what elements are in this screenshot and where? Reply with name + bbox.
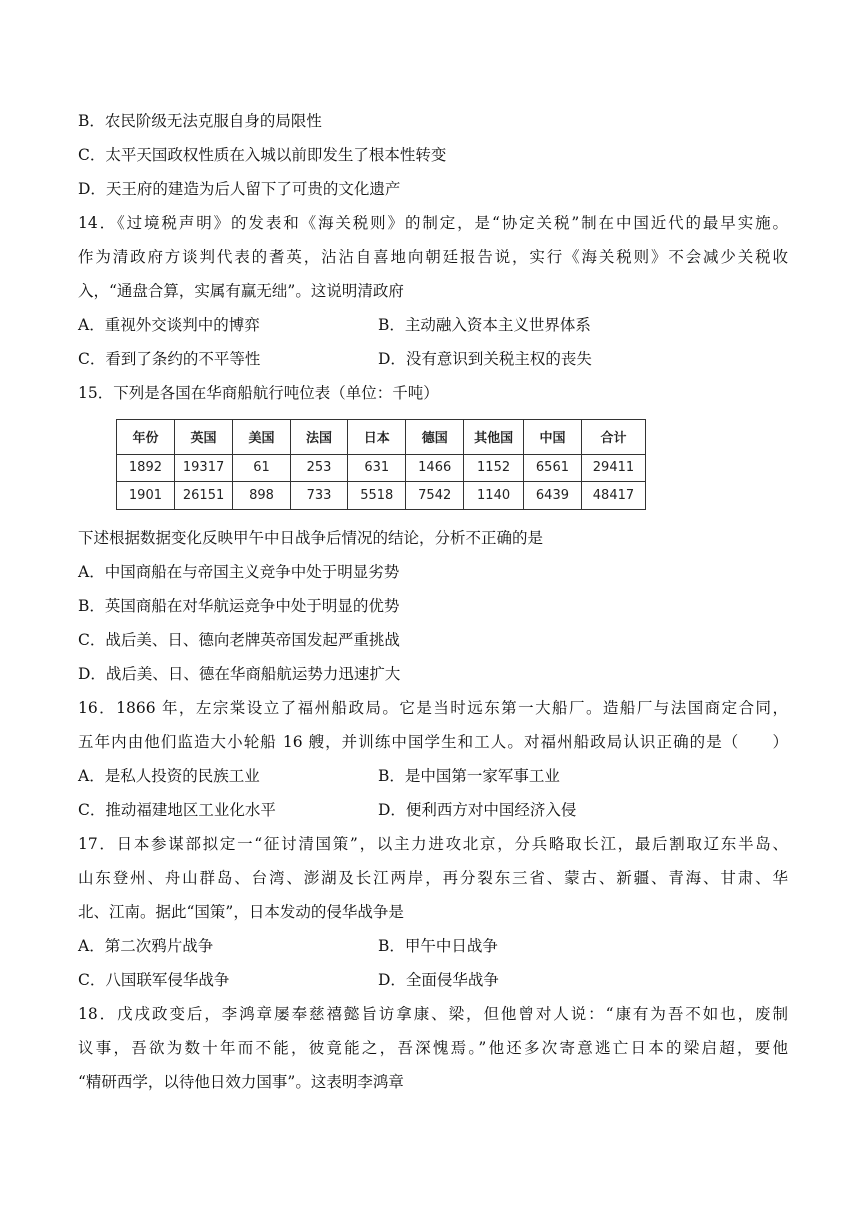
- table-header-cell: 合计: [581, 420, 645, 455]
- table-cell: 48417: [581, 482, 645, 510]
- q14-option-d: D．没有意识到关税主权的丧失: [378, 350, 592, 368]
- q16-option-c: C．推动福建地区工业化水平: [78, 801, 276, 819]
- q18-stem-line3: “精研西学，以待他日效力国事”。这表明李鸿章: [78, 1073, 404, 1091]
- q14-stem-line2: 作为清政府方谈判代表的耆英，沾沾自喜地向朝廷报告说，实行《海关税则》不会减少关税收: [78, 248, 788, 266]
- table-cell: 7542: [406, 482, 464, 510]
- q17-option-d: D．全面侵华战争: [378, 971, 499, 989]
- q17-option-b: B．甲午中日战争: [378, 937, 498, 955]
- table-header-cell: 年份: [117, 420, 175, 455]
- table-cell: 5518: [348, 482, 406, 510]
- table-header-cell: 日本: [348, 420, 406, 455]
- table-cell: 26151: [174, 482, 232, 510]
- table-cell: 19317: [174, 454, 232, 482]
- q17-option-a: A．第二次鸦片战争: [78, 937, 214, 955]
- table-header-cell: 法国: [290, 420, 348, 455]
- q15-option-a: A．中国商船在与帝国主义竞争中处于明显劣势: [78, 563, 400, 581]
- q16-stem-line2: 五年内由他们监造大小轮船 16 艘，并训练中国学生和工人。对福州船政局认识正确的是（ ）: [78, 733, 788, 751]
- q13-option-d: D．天王府的建造为后人留下了可贵的文化遗产: [78, 180, 401, 198]
- q14-option-a: A．重视外交谈判中的博弈: [78, 316, 260, 334]
- tonnage-table: [116, 419, 646, 510]
- q16-option-b: B．是中国第一家军事工业: [378, 767, 560, 785]
- q16-option-a: A．是私人投资的民族工业: [78, 767, 260, 785]
- q15-stem: 15．下列是各国在华商船航行吨位表（单位：千吨）: [78, 384, 439, 402]
- table-cell: 61: [233, 454, 291, 482]
- table-row: [117, 454, 646, 482]
- table-header-cell: 英国: [174, 420, 232, 455]
- table-cell: 733: [290, 482, 348, 510]
- table-cell: 1466: [406, 454, 464, 482]
- q17-stem-line3: 北、江南。据此“国策”，日本发动的侵华战争是: [78, 903, 404, 921]
- q18-stem-line2: 议事，吾欲为数十年而不能，彼竟能之，吾深愧焉。”他还多次寄意逃亡日本的梁启超，要他: [78, 1039, 788, 1057]
- table-cell: 253: [290, 454, 348, 482]
- table-header-cell: 中国: [524, 420, 582, 455]
- q18-stem-line1: 18．戊戌政变后，李鸿章屡奉慈禧懿旨访拿康、梁，但他曾对人说：“康有为吾不如也，废制: [78, 1005, 788, 1023]
- q15-option-c: C．战后美、日、德向老牌英帝国发起严重挑战: [78, 631, 400, 649]
- table-cell: 1140: [464, 482, 524, 510]
- table-cell: 29411: [581, 454, 645, 482]
- table-cell: 1901: [117, 482, 175, 510]
- table-cell: 1892: [117, 454, 175, 482]
- q15-question: 下述根据数据变化反映甲午中日战争后情况的结论，分析不正确的是: [78, 529, 544, 547]
- table-row: [117, 482, 646, 510]
- q14-option-c: C．看到了条约的不平等性: [78, 350, 261, 368]
- q16-option-d: D．便利西方对中国经济入侵: [378, 801, 577, 819]
- q15-option-d: D．战后美、日、德在华商船航运势力迅速扩大: [78, 665, 401, 683]
- table-header-cell: 美国: [233, 420, 291, 455]
- q15-option-b: B．英国商船在对华航运竞争中处于明显的优势: [78, 597, 400, 615]
- table-header-cell: 德国: [406, 420, 464, 455]
- table-header-cell: 其他国: [464, 420, 524, 455]
- q17-option-c: C．八国联军侵华战争: [78, 971, 230, 989]
- table-cell: 898: [233, 482, 291, 510]
- q14-option-b: B．主动融入资本主义世界体系: [378, 316, 591, 334]
- table-cell: 1152: [464, 454, 524, 482]
- q14-stem-line1: 14．《过境税声明》的发表和《海关税则》的制定，是“协定关税”制在中国近代的最早实施。: [78, 214, 788, 232]
- q13-option-b: B．农民阶级无法克服自身的局限性: [78, 112, 322, 130]
- table-cell: 6561: [524, 454, 582, 482]
- q17-stem-line1: 17．日本参谋部拟定一“征讨清国策”，以主力进攻北京，分兵略取长江，最后割取辽东半岛、: [78, 835, 788, 853]
- q13-option-c: C．太平天国政权性质在入城以前即发生了根本性转变: [78, 146, 447, 164]
- table-header-row: [117, 420, 646, 455]
- q16-stem-line1: 16．1866 年，左宗棠设立了福州船政局。它是当时远东第一大船厂。造船厂与法国商定合同，: [78, 699, 788, 717]
- table-cell: 6439: [524, 482, 582, 510]
- q14-stem-line3: 入，“通盘合算，实属有赢无绌”。这说明清政府: [78, 282, 404, 300]
- table-cell: 631: [348, 454, 406, 482]
- q17-stem-line2: 山东登州、舟山群岛、台湾、澎湖及长江两岸，再分裂东三省、蒙古、新疆、青海、甘肃、华: [78, 869, 788, 887]
